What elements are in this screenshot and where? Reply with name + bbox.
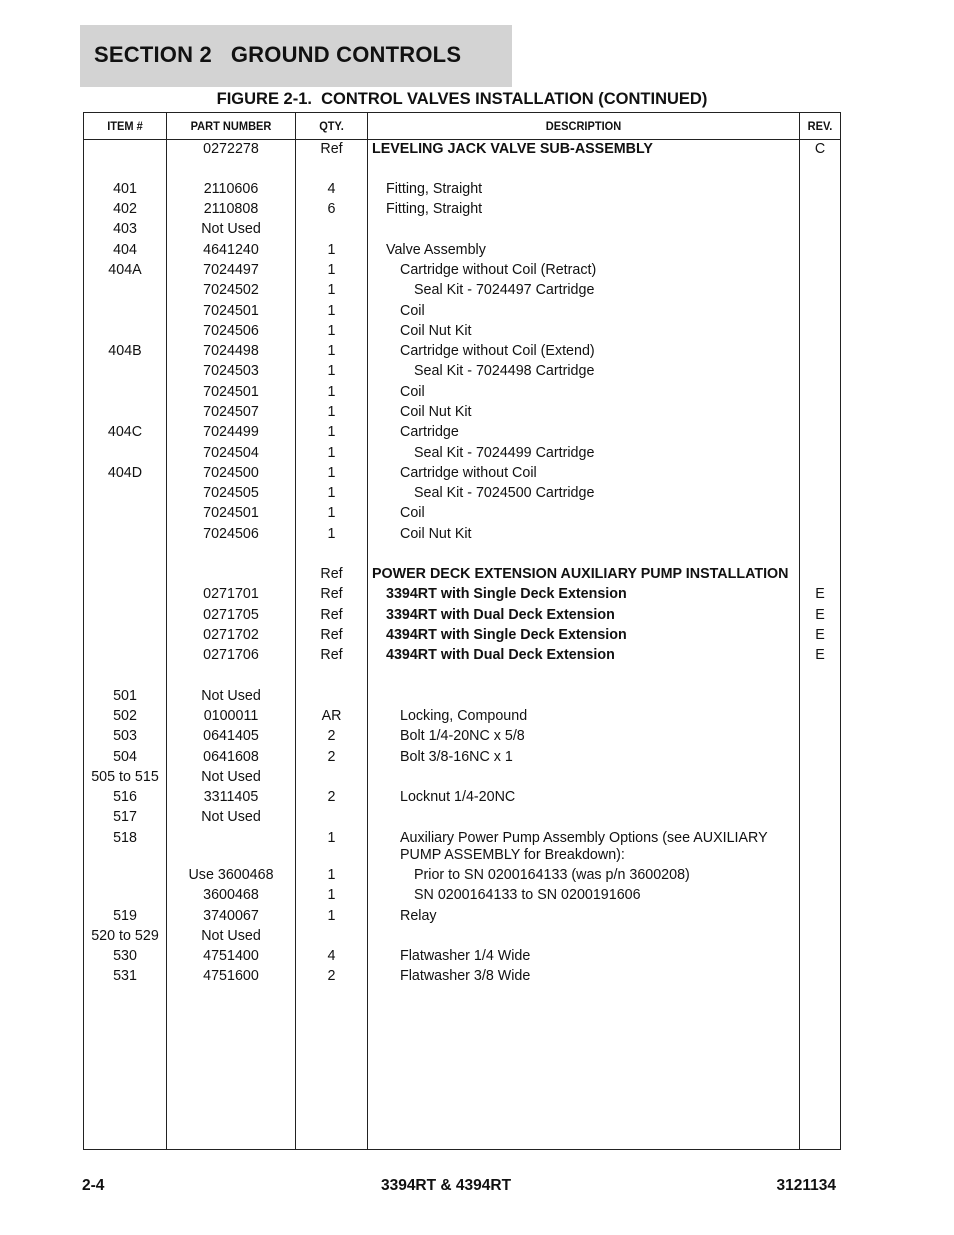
header-item: ITEM #	[107, 119, 143, 133]
header-description: DESCRIPTION	[545, 119, 622, 133]
figure-title: FIGURE 2-1. CONTROL VALVES INSTALLATION (CONTINUED)	[216, 90, 708, 108]
description: Bolt 1/4-20NC x 5/8	[400, 728, 525, 744]
description: Cartridge without Coil (Retract)	[400, 262, 597, 278]
part-number: 3600468	[203, 887, 259, 903]
revision: E	[815, 607, 825, 623]
part-number: 7024501	[203, 384, 259, 400]
quantity: 1	[327, 262, 336, 278]
part-number: 0271702	[203, 627, 259, 643]
description: LEVELING JACK VALVE SUB-ASSEMBLY	[372, 141, 653, 157]
part-number: 7024501	[203, 505, 259, 521]
description: Prior to SN 0200164133 (was p/n 3600208)	[414, 867, 690, 883]
header-rev: REV.	[807, 119, 833, 133]
quantity: 1	[327, 887, 336, 903]
quantity: 1	[327, 505, 336, 521]
part-number: 7024505	[203, 485, 259, 501]
part-number: 2110808	[203, 201, 259, 217]
part-number: 4641240	[203, 242, 259, 258]
item-number: 403	[113, 221, 137, 237]
description: Seal Kit - 7024497 Cartridge	[414, 282, 595, 298]
quantity: 2	[327, 728, 336, 744]
revision: E	[815, 647, 825, 663]
header-divider	[84, 139, 840, 140]
part-number: 0271701	[203, 586, 259, 602]
description: Coil	[400, 505, 425, 521]
part-number: 7024500	[203, 465, 259, 481]
part-number: 7024501	[203, 303, 259, 319]
description: Seal Kit - 7024498 Cartridge	[414, 363, 595, 379]
description: Bolt 3/8-16NC x 1	[400, 749, 513, 765]
part-number: 7024498	[203, 343, 259, 359]
part-number: 2110606	[203, 181, 259, 197]
part-number: 4751400	[203, 948, 259, 964]
quantity: 1	[327, 867, 336, 883]
description: Fitting, Straight	[386, 201, 483, 217]
item-number: 402	[113, 201, 137, 217]
description: Relay	[400, 908, 437, 924]
quantity: 4	[327, 181, 336, 197]
revision: C	[814, 141, 826, 157]
part-number: Use 3600468	[188, 867, 274, 883]
part-number: 7024503	[203, 363, 259, 379]
quantity: 6	[327, 201, 336, 217]
description: Coil	[400, 384, 425, 400]
description: Auxiliary Power Pump Assembly Options (see AUXILIARY	[400, 830, 768, 846]
revision: E	[815, 586, 825, 602]
item-number: 404A	[108, 262, 142, 278]
parts-table	[83, 112, 841, 1150]
quantity: 1	[327, 303, 336, 319]
description: 4394RT with Single Deck Extension	[386, 627, 627, 643]
part-number: Not Used	[201, 809, 261, 825]
quantity: 4	[327, 948, 336, 964]
item-number: 531	[113, 968, 137, 984]
part-number: 7024506	[203, 526, 259, 542]
quantity: 1	[327, 908, 336, 924]
section-title: SECTION 2 GROUND CONTROLS	[94, 42, 462, 67]
part-number: 3311405	[203, 789, 259, 805]
item-number: 503	[113, 728, 137, 744]
quantity: 1	[327, 404, 336, 420]
quantity: 1	[327, 363, 336, 379]
item-number: 517	[113, 809, 137, 825]
part-number: 7024502	[203, 282, 259, 298]
quantity: 1	[327, 830, 336, 846]
quantity: Ref	[320, 627, 343, 643]
description: Coil Nut Kit	[400, 526, 472, 542]
description: 3394RT with Single Deck Extension	[386, 586, 627, 602]
description: Coil Nut Kit	[400, 323, 472, 339]
part-number: 0100011	[203, 708, 259, 724]
part-number: 7024506	[203, 323, 259, 339]
part-number: 0271706	[203, 647, 259, 663]
quantity: 1	[327, 282, 336, 298]
description: SN 0200164133 to SN 0200191606	[414, 887, 641, 903]
quantity: Ref	[320, 566, 343, 582]
section-header	[80, 25, 512, 87]
item-number: 404D	[107, 465, 143, 481]
quantity: 1	[327, 465, 336, 481]
quantity: Ref	[320, 607, 343, 623]
item-number: 404C	[107, 424, 143, 440]
item-number: 530	[113, 948, 137, 964]
item-number: 518	[113, 830, 137, 846]
part-number: 3740067	[203, 908, 259, 924]
part-number: Not Used	[201, 221, 261, 237]
quantity: AR	[321, 708, 342, 724]
item-number: 520 to 529	[91, 928, 159, 944]
quantity: 2	[327, 749, 336, 765]
quantity: 1	[327, 323, 336, 339]
header-qty: QTY.	[319, 119, 344, 133]
description: Coil	[400, 303, 425, 319]
description-continued: PUMP ASSEMBLY for Breakdown):	[400, 847, 625, 863]
quantity: 2	[327, 789, 336, 805]
part-number: 0272278	[203, 141, 259, 157]
part-number: 4751600	[203, 968, 259, 984]
description: Valve Assembly	[386, 242, 486, 258]
footer-page-number: 2-4	[82, 1177, 105, 1194]
part-number: 0641608	[203, 749, 259, 765]
description: Fitting, Straight	[386, 181, 483, 197]
quantity: 2	[327, 968, 336, 984]
revision: E	[815, 627, 825, 643]
footer-doc-number: 3121134	[776, 1177, 836, 1194]
part-number: 0641405	[203, 728, 259, 744]
description: Locknut 1/4-20NC	[400, 789, 516, 805]
description: Locking, Compound	[400, 708, 528, 724]
description: 4394RT with Dual Deck Extension	[386, 647, 615, 663]
item-number: 404	[113, 242, 137, 258]
part-number: Not Used	[201, 688, 261, 704]
item-number: 502	[113, 708, 137, 724]
part-number: 7024499	[203, 424, 259, 440]
part-number: 0271705	[203, 607, 259, 623]
description: Flatwasher 1/4 Wide	[400, 948, 531, 964]
description: Coil Nut Kit	[400, 404, 472, 420]
description: POWER DECK EXTENSION AUXILIARY PUMP INSTALLATION	[372, 566, 789, 582]
quantity: 1	[327, 445, 336, 461]
description: 3394RT with Dual Deck Extension	[386, 607, 615, 623]
quantity: 1	[327, 526, 336, 542]
quantity: 1	[327, 242, 336, 258]
quantity: 1	[327, 343, 336, 359]
quantity: Ref	[320, 647, 343, 663]
item-number: 504	[113, 749, 137, 765]
item-number: 404B	[108, 343, 142, 359]
footer-model: 3394RT & 4394RT	[380, 1177, 512, 1194]
item-number: 401	[113, 181, 137, 197]
header-part-number: PART NUMBER	[190, 119, 272, 133]
description: Cartridge without Coil	[400, 465, 537, 481]
quantity: 1	[327, 485, 336, 501]
quantity: 1	[327, 384, 336, 400]
item-number: 505 to 515	[91, 769, 159, 785]
column-divider	[367, 113, 368, 1149]
part-number: Not Used	[201, 928, 261, 944]
quantity: Ref	[320, 586, 343, 602]
description: Cartridge	[400, 424, 459, 440]
item-number: 519	[113, 908, 137, 924]
part-number: 7024497	[203, 262, 259, 278]
quantity: Ref	[320, 141, 343, 157]
part-number: Not Used	[201, 769, 261, 785]
part-number: 7024504	[203, 445, 259, 461]
description: Seal Kit - 7024499 Cartridge	[414, 445, 595, 461]
description: Cartridge without Coil (Extend)	[400, 343, 595, 359]
description: Seal Kit - 7024500 Cartridge	[414, 485, 595, 501]
part-number: 7024507	[203, 404, 259, 420]
quantity: 1	[327, 424, 336, 440]
item-number: 516	[113, 789, 137, 805]
item-number: 501	[113, 688, 137, 704]
description: Flatwasher 3/8 Wide	[400, 968, 531, 984]
